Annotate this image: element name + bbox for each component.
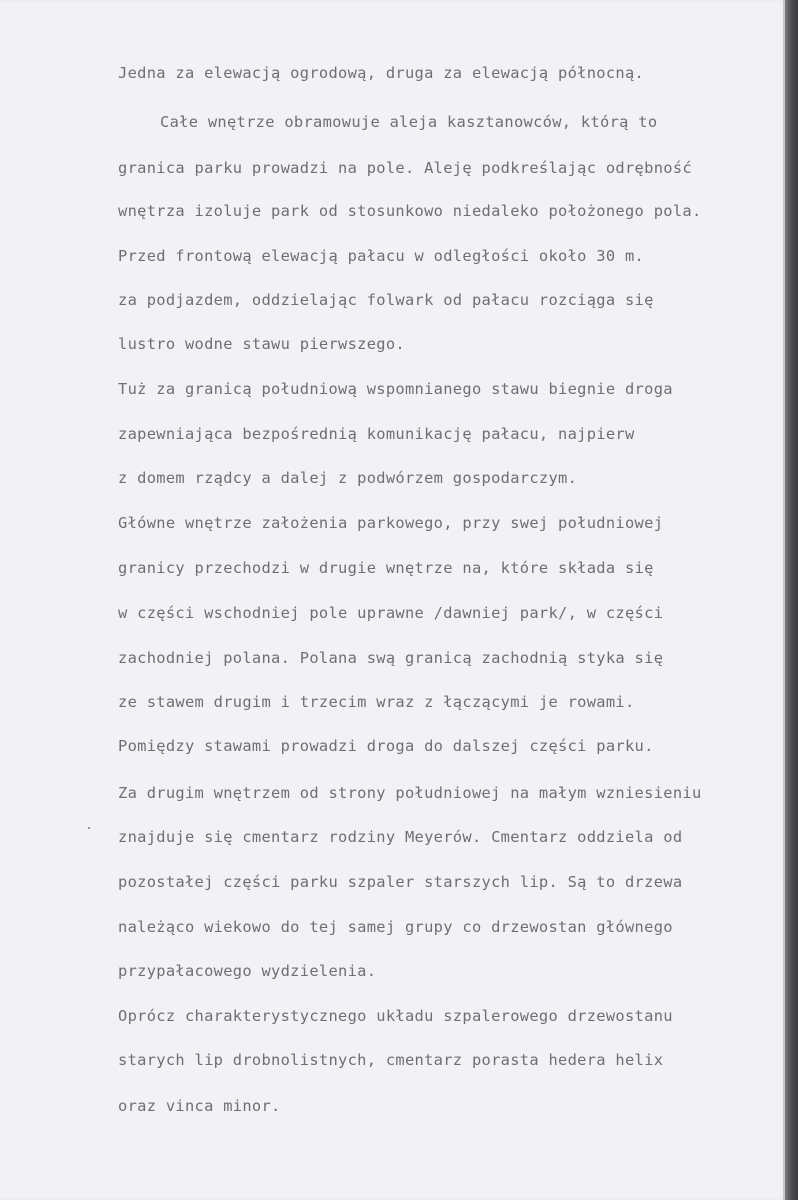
text-line: Oprócz charakterystycznego układu szpalerowego drzewostanu xyxy=(118,1007,673,1025)
text-line: znajduje się cmentarz rodziny Meyerów. Cmentarz oddziela od xyxy=(118,828,683,846)
text-line: Przed frontową elewacją pałacu w odległości około 30 m. xyxy=(118,247,645,265)
text-line: za podjazdem, oddzielając folwark od pałacu rozciąga się xyxy=(118,291,654,309)
text-line: granicy przechodzi w drugie wnętrze na, które składa się xyxy=(118,559,654,577)
text-line: oraz vinca minor. xyxy=(118,1097,281,1115)
text-line: wnętrza izoluje park od stosunkowo niedaleko położonego pola. xyxy=(118,202,702,220)
paper-speck xyxy=(88,827,90,829)
text-line: przypałacowego wydzielenia. xyxy=(118,962,377,980)
text-line: lustro wodne stawu pierwszego. xyxy=(118,335,405,353)
text-line: ze stawem drugim i trzecim wraz z łączącymi je rowami. xyxy=(118,693,635,711)
text-line: Główne wnętrze założenia parkowego, przy swej południowej xyxy=(118,514,664,532)
text-line: granica parku prowadzi na pole. Aleję podkreślając odrębność xyxy=(118,159,692,177)
text-line: zapewniająca bezpośrednią komunikację pałacu, najpierw xyxy=(118,425,635,443)
text-line: zachodniej polana. Polana swą granicą zachodnią styka się xyxy=(118,649,664,667)
text-line: należąco wiekowo do tej samej grupy co drzewostan głównego xyxy=(118,918,673,936)
text-line: Pomiędzy stawami prowadzi droga do dalszej części parku. xyxy=(118,737,654,755)
text-line: Tuż za granicą południową wspomnianego stawu biegnie droga xyxy=(118,380,673,398)
text-line: z domem rządcy a dalej z podwórzem gospodarczym. xyxy=(118,469,578,487)
page-edge-shadow xyxy=(785,0,798,1200)
text-line: starych lip drobnolistnych, cmentarz porasta hedera helix xyxy=(118,1051,664,1069)
text-line: w części wschodniej pole uprawne /dawniej park/, w części xyxy=(118,604,664,622)
text-line: Jedna za elewacją ogrodową, druga za elewacją północną. xyxy=(118,64,645,82)
text-line: Za drugim wnętrzem od strony południowej na małym wzniesieniu xyxy=(118,784,702,802)
text-line: Całe wnętrze obramowuje aleja kasztanowców, którą to xyxy=(160,113,658,131)
text-line: pozostałej części parku szpaler starszych lip. Są to drzewa xyxy=(118,873,683,891)
